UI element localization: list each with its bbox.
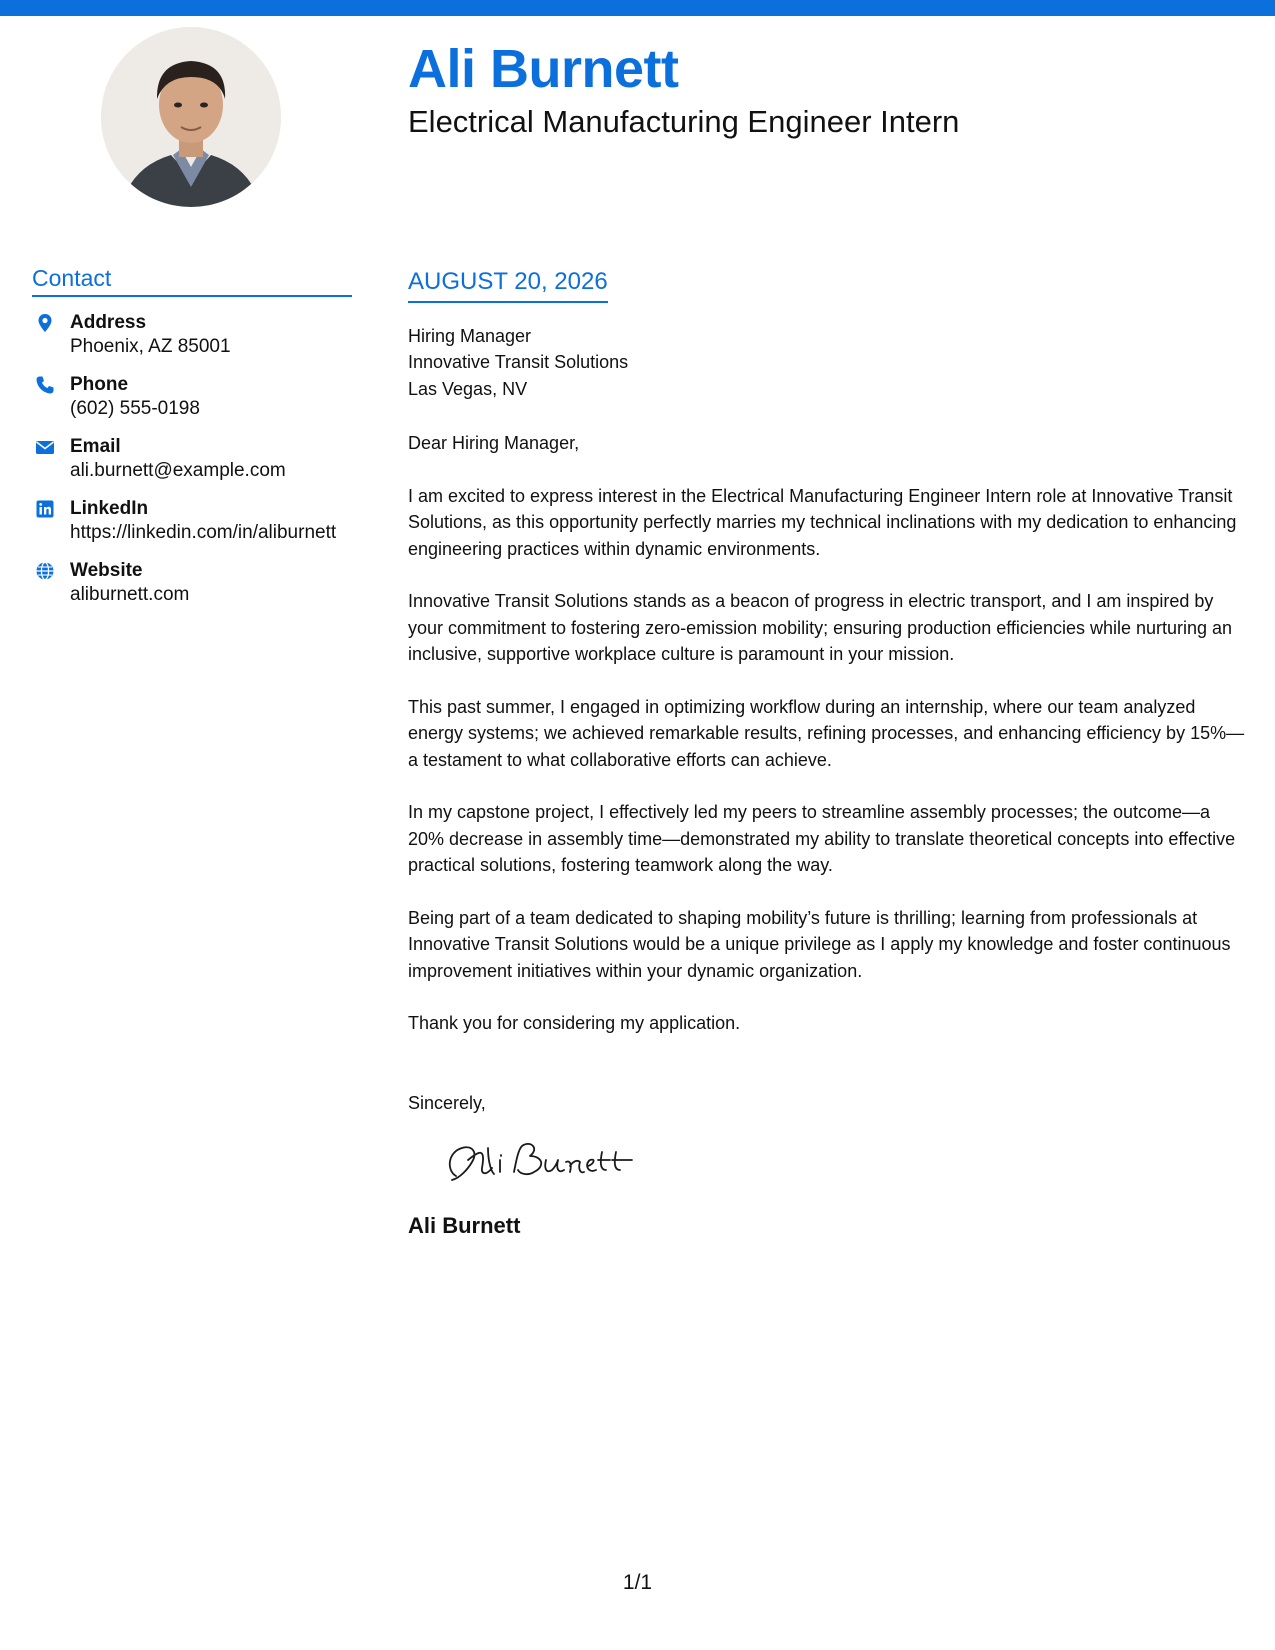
contact-item-email [32,435,352,483]
contact-value-phone: (602) 555-0198 [70,397,200,419]
closing: Sincerely, [408,1092,486,1113]
recipient-line: Innovative Transit Solutions [408,352,629,373]
contact-item-address [32,311,352,359]
contact-value-linkedin[interactable]: https://linkedin.com/in/aliburnett [70,521,337,543]
recipient-line: Las Vegas, NV [408,378,528,399]
contact-label-email: Email [70,435,121,457]
map-pin-icon [35,313,55,333]
envelope-icon [35,437,55,457]
contact-item-phone [32,373,352,421]
body-paragraph: This past summer, I engaged in optimizing workflow during an internship, where our team analyzed energy systems; we achieved remarkable results, refining processes, and enhancing efficiency by 15%—a testament to what collaborative efforts can achieve. [408,696,1245,770]
cover-letter [408,268,1248,1240]
contact-label-phone: Phone [70,373,129,395]
contact-value-website[interactable]: aliburnett.com [70,583,190,605]
contact-label-address: Address [70,311,147,333]
contact-label-website: Website [70,559,143,581]
linkedin-icon [35,499,55,519]
candidate-title: Electrical Manufacturing Engineer Intern [408,104,960,139]
contact-item-website [32,559,352,607]
contact-sidebar [32,265,352,621]
page-number: 1/1 [622,1571,653,1594]
recipient-block [408,323,1248,403]
salutation: Dear Hiring Manager, [408,433,580,454]
signer-name: Ali Burnett [408,1213,521,1239]
contact-item-linkedin [32,497,352,545]
phone-icon [35,375,55,395]
body-paragraph: Being part of a team dedicated to shaping mobility’s future is thrilling; learning from professionals at Innovative Transit Solutions would be a unique privilege as I apply my knowledge and foster continuous improvement initiatives within your dynamic organization. [408,907,1231,981]
globe-icon [35,561,55,581]
recipient-line: Hiring Manager [408,325,532,346]
contact-list [32,311,352,607]
contact-value-email[interactable]: ali.burnett@example.com [70,459,286,481]
handwritten-signature [438,1138,648,1190]
contact-value-address: Phoenix, AZ 85001 [70,335,231,357]
top-accent-bar [0,0,1275,16]
contact-heading: Contact [32,265,352,297]
letter-date: AUGUST 20, 2026 [408,268,608,303]
body-paragraph: Thank you for considering my application. [408,1013,741,1034]
body-paragraph: Innovative Transit Solutions stands as a beacon of progress in electric transport, and I am inspired by your commitment to fostering zero-emission mobility; ensuring production efficiencies while nurturing an inclusive, supportive workplace culture is paramount in your mission. [408,591,1233,665]
contact-label-linkedin: LinkedIn [70,497,149,519]
candidate-name: Ali Burnett [408,39,679,99]
body-paragraph: I am excited to express interest in the Electrical Manufacturing Engineer Intern role at Innovative Transit Solutions, as this opportunity perfectly marries my technical inclinations with my dedication to enhancing engineering practices within dynamic environments. [408,485,1237,559]
profile-photo [101,27,281,207]
body-paragraph: In my capstone project, I effectively led my peers to streamline assembly processes; the outcome—a 20% decrease in assembly time—demonstrated my ability to translate theoretical concepts into effective practical solutions, fostering teamwork along the way. [408,802,1236,876]
profile-photo-illustration [101,27,281,207]
